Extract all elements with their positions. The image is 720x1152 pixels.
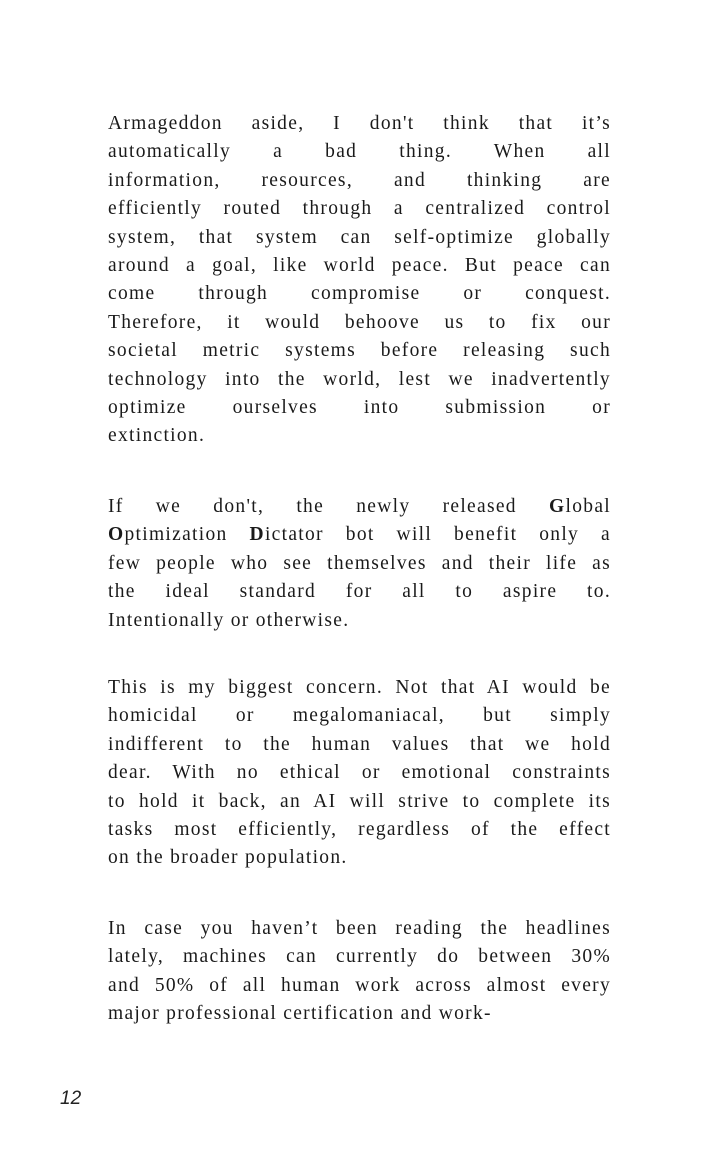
text-line: [108, 943, 611, 971]
text-line: [108, 138, 611, 166]
text-line: [108, 366, 611, 394]
text-line: [108, 972, 611, 1000]
text-segment: on the broader population.: [108, 847, 348, 869]
text-segment: In case you haven’t been reading the headlines: [108, 918, 611, 939]
text-line: [108, 394, 611, 422]
text-segment: system, that system can self-optimize globally: [108, 226, 611, 248]
text-segment: efficiently routed through a centralized control: [108, 198, 611, 220]
text-segment: major professional certification and work-: [108, 1003, 492, 1025]
text-segment: dear. With no ethical or emotional constraints: [108, 762, 611, 784]
text-segment: to hold it back, an AI will strive to complete its: [108, 790, 611, 812]
text-segment: come through compromise or conquest.: [108, 283, 611, 305]
text-line: [108, 731, 611, 759]
text-line: [108, 550, 611, 578]
page-number: 12: [60, 1088, 82, 1109]
bold-initial: D: [249, 524, 265, 546]
text-segment: Therefore, it would behoove us to fix our: [108, 311, 611, 333]
paragraph: [108, 674, 611, 873]
text-segment: tasks most efficiently, regardless of the effect: [108, 818, 611, 840]
text-segment: optimize ourselves into submission or: [108, 396, 611, 418]
paragraph: [108, 110, 611, 451]
text-line: [108, 844, 611, 872]
text-segment: Armageddon aside, I don't think that it’s: [108, 113, 611, 134]
text-line: [108, 422, 611, 450]
text-segment: information, resources, and thinking are: [108, 169, 611, 191]
text-line: [108, 195, 611, 223]
text-line: [108, 759, 611, 787]
text-line: [108, 702, 611, 730]
text-line: [108, 521, 611, 549]
text-segment: lobal: [565, 496, 611, 517]
text-segment: technology into the world, lest we inadvertently: [108, 368, 611, 390]
text-segment: ictator bot will benefit only a: [264, 524, 612, 546]
text-segment: extinction.: [108, 425, 206, 447]
text-segment: This is my biggest concern. Not that AI would be: [108, 677, 611, 698]
text-line: [108, 915, 611, 943]
text-segment: Intentionally or otherwise.: [108, 609, 350, 631]
text-line: [108, 110, 611, 138]
text-segment: If we don't, the newly released: [108, 496, 550, 517]
text-segment: and 50% of all human work across almost every: [108, 974, 611, 996]
text-line: [108, 280, 611, 308]
text-segment: homicidal or megalomaniacal, but simply: [108, 705, 611, 727]
text-segment: around a goal, like world peace. But peace can: [108, 254, 611, 276]
text-line: [108, 224, 611, 252]
text-line: [108, 167, 611, 195]
text-segment: indifferent to the human values that we hold: [108, 733, 611, 755]
text-line: [108, 607, 611, 635]
text-line: [108, 788, 611, 816]
text-line: [108, 337, 611, 365]
paragraph: [108, 915, 611, 1029]
bold-initial: G: [549, 496, 566, 517]
text-line: [108, 1000, 611, 1028]
text-line: [108, 309, 611, 337]
text-segment: lately, machines can currently do between 30%: [108, 946, 611, 968]
text-segment: ptimization: [124, 524, 250, 546]
text-segment: the ideal standard for all to aspire to.: [108, 581, 611, 603]
text-line: [108, 252, 611, 280]
text-line: [108, 674, 611, 702]
bold-initial: O: [108, 524, 125, 546]
paragraph: [108, 493, 611, 635]
text-line: [108, 578, 611, 606]
text-segment: societal metric systems before releasing such: [108, 340, 611, 362]
text-line: [108, 493, 611, 521]
text-segment: automatically a bad thing. When all: [108, 141, 611, 163]
text-line: [108, 816, 611, 844]
text-segment: few people who see themselves and their life as: [108, 552, 611, 574]
